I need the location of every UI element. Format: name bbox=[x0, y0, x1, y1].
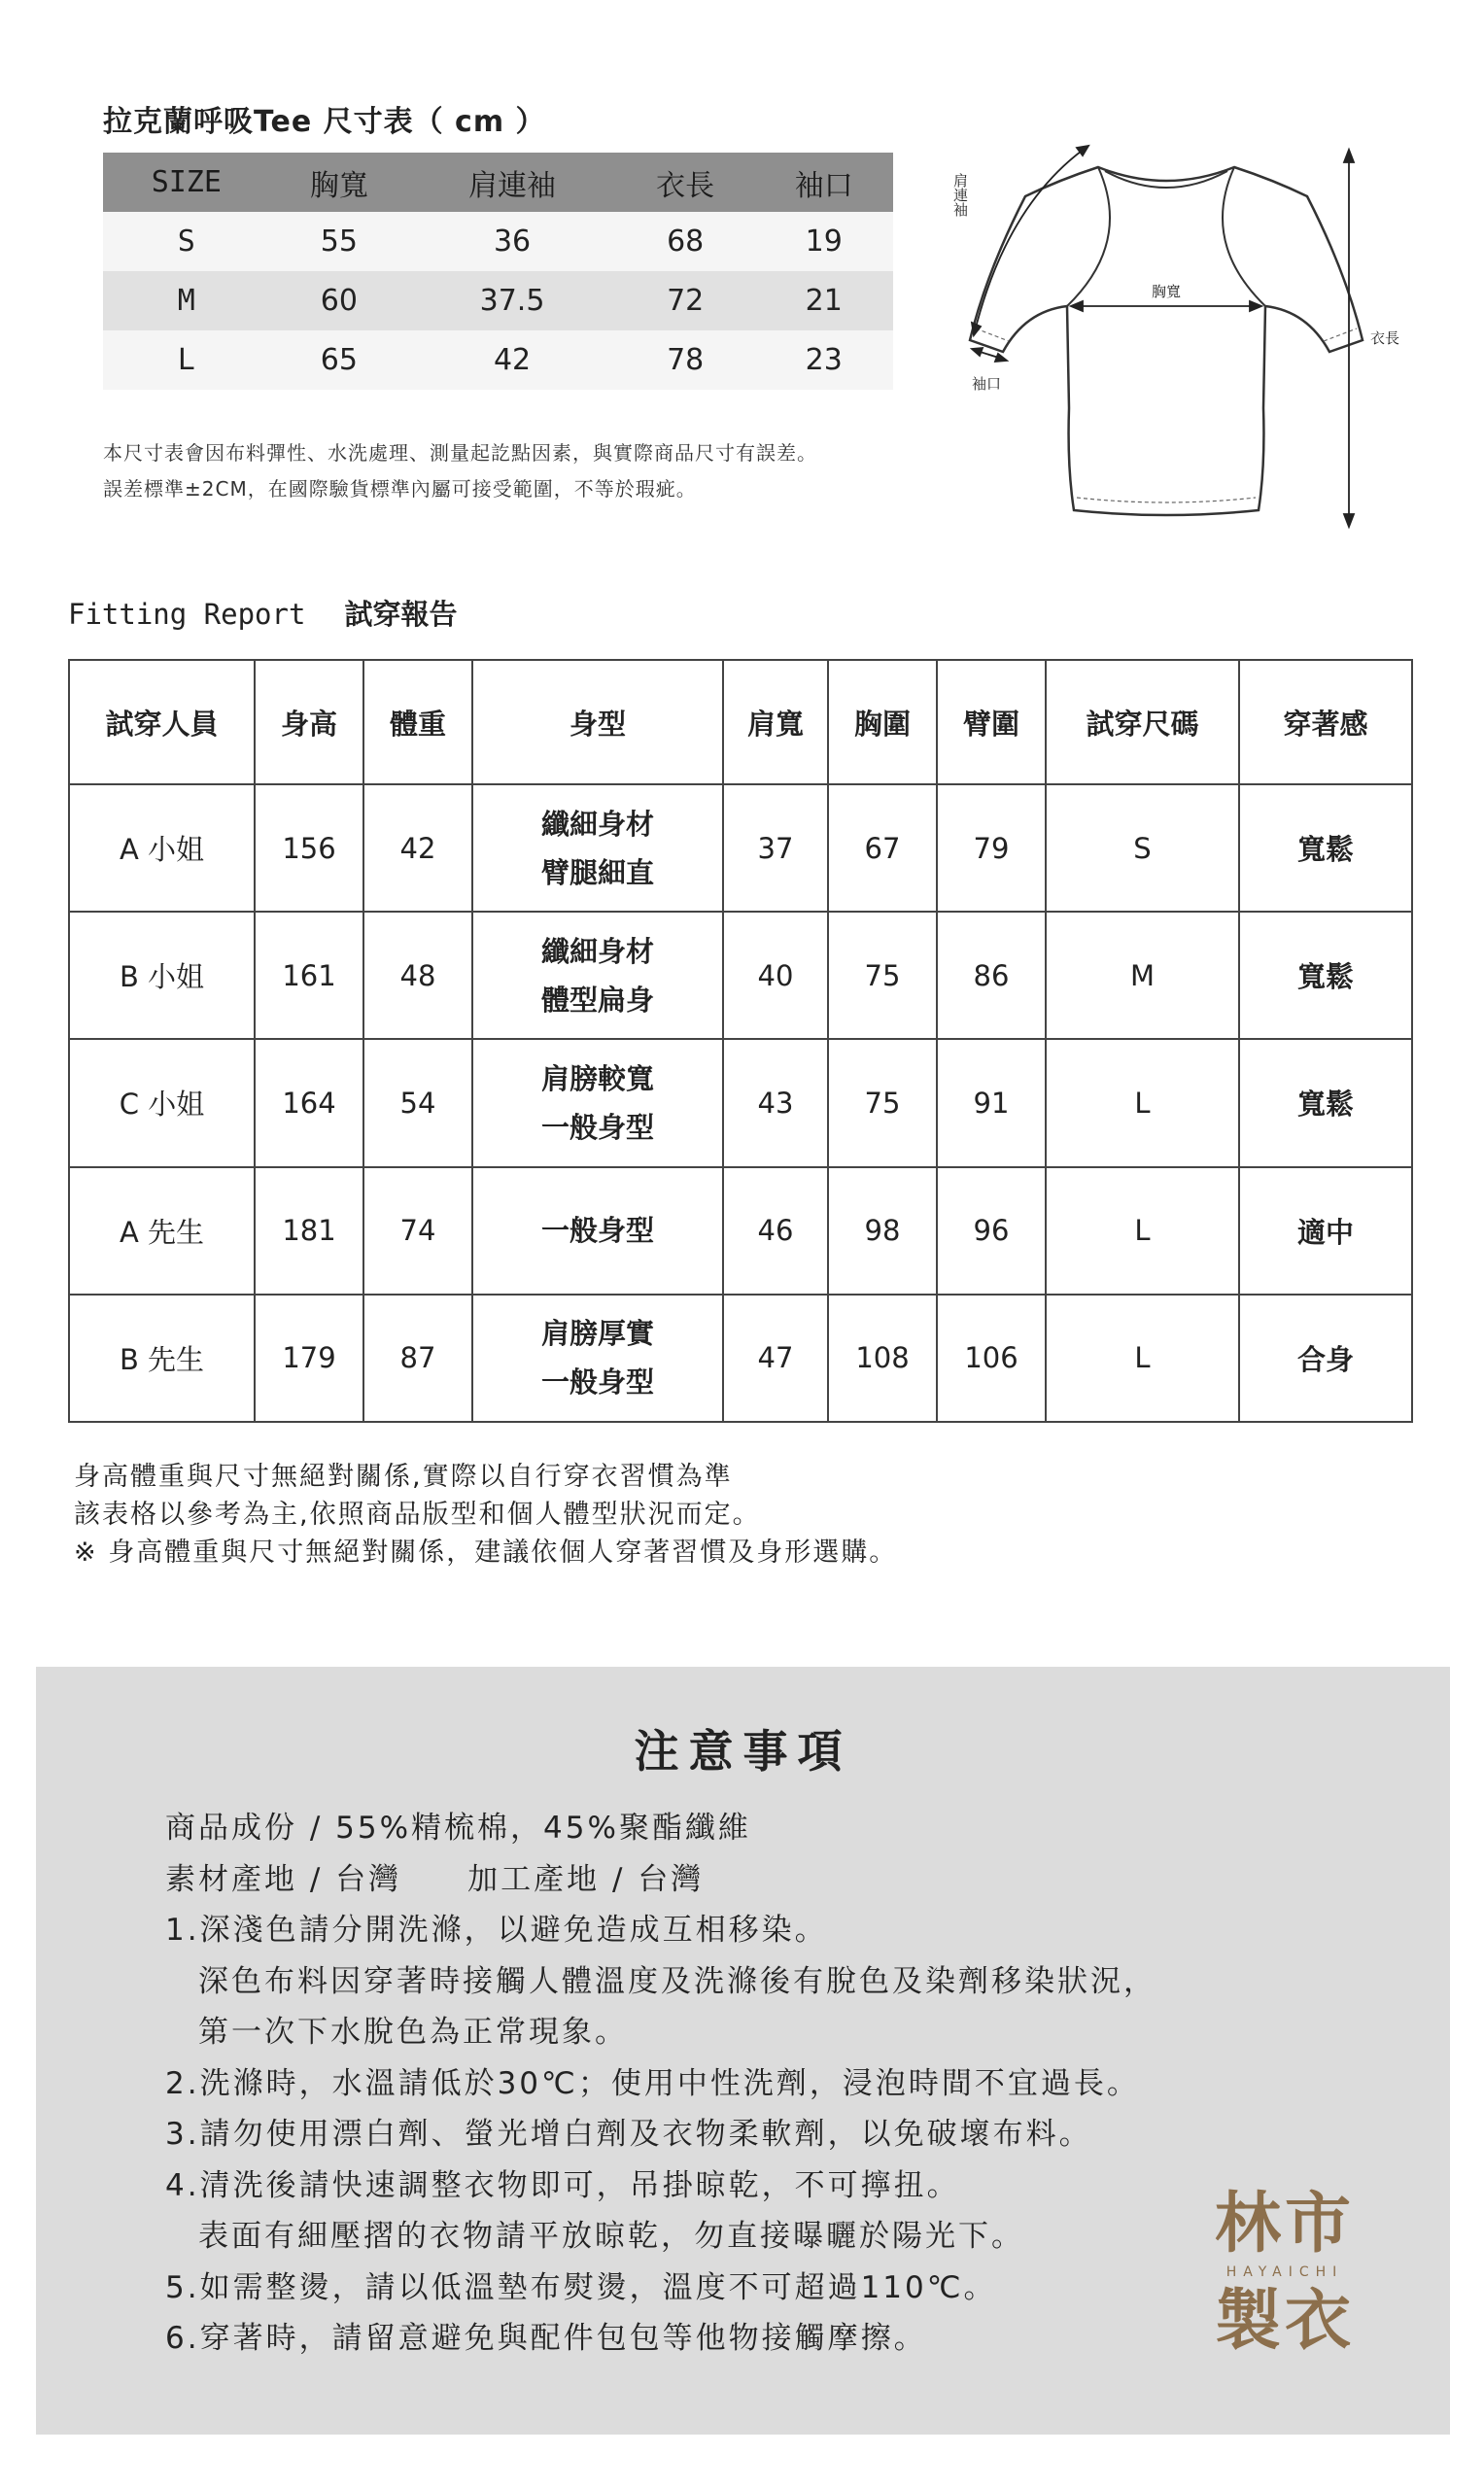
size-cell: 23 bbox=[754, 330, 893, 390]
size-cell: S bbox=[103, 212, 270, 271]
tester-height: 164 bbox=[255, 1039, 363, 1166]
size-chart-note bbox=[103, 435, 817, 507]
fitting-row bbox=[69, 784, 1412, 912]
fitting-row bbox=[69, 912, 1412, 1039]
fitting-row bbox=[69, 1295, 1412, 1422]
size-chart-title: 拉克蘭呼吸Tee 尺寸表（ cm ） bbox=[103, 105, 546, 139]
fitting-note-line: 該表格以參考為主,依照商品版型和個人體型狀況而定。 bbox=[74, 1500, 761, 1530]
fitting-note-line: 身高體重與尺寸無絕對關係,實際以自行穿衣習慣為準 bbox=[74, 1462, 733, 1492]
care-line: 深色布料因穿著時接觸人體溫度及洗滌後有脫色及染劑移染狀況， bbox=[198, 1963, 1156, 1999]
tshirt-outline bbox=[970, 167, 1363, 515]
tester-name: A 小姐 bbox=[69, 784, 255, 912]
tester-feel: 寬鬆 bbox=[1239, 1039, 1412, 1166]
tester-feel: 寬鬆 bbox=[1239, 784, 1412, 912]
diagram-label-cuff: 袖口 bbox=[972, 375, 1002, 393]
tester-name: C 小姐 bbox=[69, 1039, 255, 1166]
fitting-row bbox=[69, 1039, 1412, 1166]
care-line: 商品成份 / 55%精梳棉，45%聚酯纖維 bbox=[165, 1811, 751, 1846]
tester-feel: 寬鬆 bbox=[1239, 912, 1412, 1039]
body-type-line: 纖細身材 bbox=[540, 934, 654, 968]
size-cell: 37.5 bbox=[408, 271, 616, 330]
tester-body-type bbox=[472, 912, 723, 1039]
size-cell: 78 bbox=[616, 330, 755, 390]
size-chart-header: 胸寬 bbox=[270, 153, 409, 212]
tester-size: L bbox=[1046, 1039, 1239, 1166]
size-cell: 42 bbox=[408, 330, 616, 390]
size-chart-header: SIZE bbox=[103, 153, 270, 212]
size-cell: M bbox=[103, 271, 270, 330]
care-line: 表面有細壓摺的衣物請平放晾乾，勿直接曝曬於陽光下。 bbox=[198, 2219, 1024, 2254]
fitting-report-title-en: Fitting Report bbox=[68, 598, 306, 631]
tester-body-type bbox=[472, 784, 723, 912]
care-instructions-panel bbox=[36, 1667, 1450, 2435]
tester-feel: 合身 bbox=[1239, 1295, 1412, 1422]
tester-size: L bbox=[1046, 1295, 1239, 1422]
tester-size: S bbox=[1046, 784, 1239, 912]
fitting-header: 肩寬 bbox=[723, 660, 828, 784]
tester-arm: 91 bbox=[937, 1039, 1046, 1166]
size-cell: 65 bbox=[270, 330, 409, 390]
tester-arm: 96 bbox=[937, 1167, 1046, 1295]
size-chart-header: 肩連袖 bbox=[408, 153, 616, 212]
size-cell: 36 bbox=[408, 212, 616, 271]
body-type-line: 一般身型 bbox=[540, 1214, 654, 1248]
tester-weight: 87 bbox=[363, 1295, 472, 1422]
fitting-report-title bbox=[68, 593, 457, 633]
body-type-line: 一般身型 bbox=[540, 1110, 654, 1144]
size-chart-header: 衣長 bbox=[616, 153, 755, 212]
tester-chest: 67 bbox=[828, 784, 937, 912]
tester-height: 181 bbox=[255, 1167, 363, 1295]
diagram-label-chest: 胸寬 bbox=[1151, 283, 1182, 300]
size-cell: 21 bbox=[754, 271, 893, 330]
fitting-row bbox=[69, 1167, 1412, 1295]
tester-height: 161 bbox=[255, 912, 363, 1039]
tester-weight: 54 bbox=[363, 1039, 472, 1166]
fitting-notes bbox=[74, 1458, 897, 1572]
tshirt-measurement-diagram bbox=[951, 136, 1400, 535]
tester-shoulder: 46 bbox=[723, 1167, 828, 1295]
care-line: 素材產地 / 台灣 加工產地 / 台灣 bbox=[165, 1861, 705, 1897]
tester-name: A 先生 bbox=[69, 1167, 255, 1295]
care-list bbox=[165, 1803, 1156, 2365]
size-cell: L bbox=[103, 330, 270, 390]
fitting-note-line: ※ 身高體重與尺寸無絕對關係，建議依個人穿著習慣及身形選購。 bbox=[74, 1538, 898, 1568]
fitting-header: 胸圍 bbox=[828, 660, 937, 784]
tester-chest: 98 bbox=[828, 1167, 937, 1295]
tester-chest: 75 bbox=[828, 912, 937, 1039]
tester-feel: 適中 bbox=[1239, 1167, 1412, 1295]
brand-logo bbox=[1197, 2187, 1372, 2358]
size-note-line: 誤差標準±2CM，在國際驗貨標準內屬可接受範圍，不等於瑕疵。 bbox=[103, 477, 697, 501]
tester-size: L bbox=[1046, 1167, 1239, 1295]
tester-height: 156 bbox=[255, 784, 363, 912]
fitting-header: 臂圍 bbox=[937, 660, 1046, 784]
size-chart-row bbox=[103, 330, 893, 390]
fitting-header: 身型 bbox=[472, 660, 723, 784]
tester-body-type bbox=[472, 1295, 723, 1422]
tester-shoulder: 40 bbox=[723, 912, 828, 1039]
care-line: 4.清洗後請快速調整衣物即可，吊掛晾乾，不可擰扭。 bbox=[165, 2167, 960, 2203]
care-line: 1.深淺色請分開洗滌，以避免造成互相移染。 bbox=[165, 1913, 828, 1948]
tester-weight: 42 bbox=[363, 784, 472, 912]
fitting-header: 穿著感 bbox=[1239, 660, 1412, 784]
size-chart-row bbox=[103, 212, 893, 271]
tester-weight: 74 bbox=[363, 1167, 472, 1295]
care-title: 注意事項 bbox=[634, 1725, 852, 1778]
fitting-report-table bbox=[68, 659, 1413, 1423]
tester-body-type bbox=[472, 1039, 723, 1166]
diagram-label-length: 衣長 bbox=[1370, 329, 1400, 347]
size-cell: 60 bbox=[270, 271, 409, 330]
body-type-line: 臂腿細直 bbox=[540, 855, 654, 889]
size-chart-table bbox=[103, 153, 893, 390]
care-line: 第一次下水脫色為正常現象。 bbox=[198, 2015, 628, 2050]
tester-body-type bbox=[472, 1167, 723, 1295]
body-type-line: 肩膀較寬 bbox=[540, 1061, 654, 1095]
tester-name: B 小姐 bbox=[69, 912, 255, 1039]
diagram-label-shoulder: 肩連袖 bbox=[951, 173, 969, 217]
fitting-header: 身高 bbox=[255, 660, 363, 784]
fitting-header: 試穿人員 bbox=[69, 660, 255, 784]
tester-name: B 先生 bbox=[69, 1295, 255, 1422]
size-cell: 68 bbox=[616, 212, 755, 271]
size-chart-header-row bbox=[103, 153, 893, 212]
tester-chest: 108 bbox=[828, 1295, 937, 1422]
tester-arm: 86 bbox=[937, 912, 1046, 1039]
tester-weight: 48 bbox=[363, 912, 472, 1039]
tester-size: M bbox=[1046, 912, 1239, 1039]
size-note-line: 本尺寸表會因布料彈性、水洗處理、測量起訖點因素，與實際商品尺寸有誤差。 bbox=[103, 441, 817, 465]
fitting-header: 試穿尺碼 bbox=[1046, 660, 1239, 784]
tester-arm: 106 bbox=[937, 1295, 1046, 1422]
body-type-line: 體型扁身 bbox=[540, 983, 654, 1017]
body-type-line: 纖細身材 bbox=[540, 807, 654, 841]
care-line: 3.請勿使用漂白劑、螢光增白劑及衣物柔軟劑，以免破壞布料。 bbox=[165, 2117, 1092, 2152]
care-line: 2.洗滌時，水溫請低於30℃；使用中性洗劑，浸泡時間不宜過長。 bbox=[165, 2065, 1140, 2101]
tester-shoulder: 47 bbox=[723, 1295, 828, 1422]
care-line: 6.穿著時，請留意避免與配件包包等他物接觸摩擦。 bbox=[165, 2321, 927, 2356]
logo-line1: 林市 bbox=[1214, 2185, 1355, 2263]
body-type-line: 一般身型 bbox=[540, 1365, 654, 1400]
tester-arm: 79 bbox=[937, 784, 1046, 912]
care-line: 5.如需整燙，請以低溫墊布熨燙，溫度不可超過110℃。 bbox=[165, 2269, 997, 2305]
tester-chest: 75 bbox=[828, 1039, 937, 1166]
size-cell: 19 bbox=[754, 212, 893, 271]
body-type-line: 肩膀厚實 bbox=[540, 1317, 654, 1351]
logo-romaji: HAYAICHI bbox=[1225, 2264, 1344, 2280]
tester-shoulder: 43 bbox=[723, 1039, 828, 1166]
size-chart-header: 袖口 bbox=[754, 153, 893, 212]
fitting-header-row bbox=[69, 660, 1412, 784]
tester-shoulder: 37 bbox=[723, 784, 828, 912]
size-chart-row bbox=[103, 271, 893, 330]
size-cell: 55 bbox=[270, 212, 409, 271]
fitting-report-title-zh: 試穿報告 bbox=[344, 598, 458, 631]
tester-height: 179 bbox=[255, 1295, 363, 1422]
fitting-header: 體重 bbox=[363, 660, 472, 784]
logo-line2: 製衣 bbox=[1214, 2282, 1355, 2360]
size-cell: 72 bbox=[616, 271, 755, 330]
